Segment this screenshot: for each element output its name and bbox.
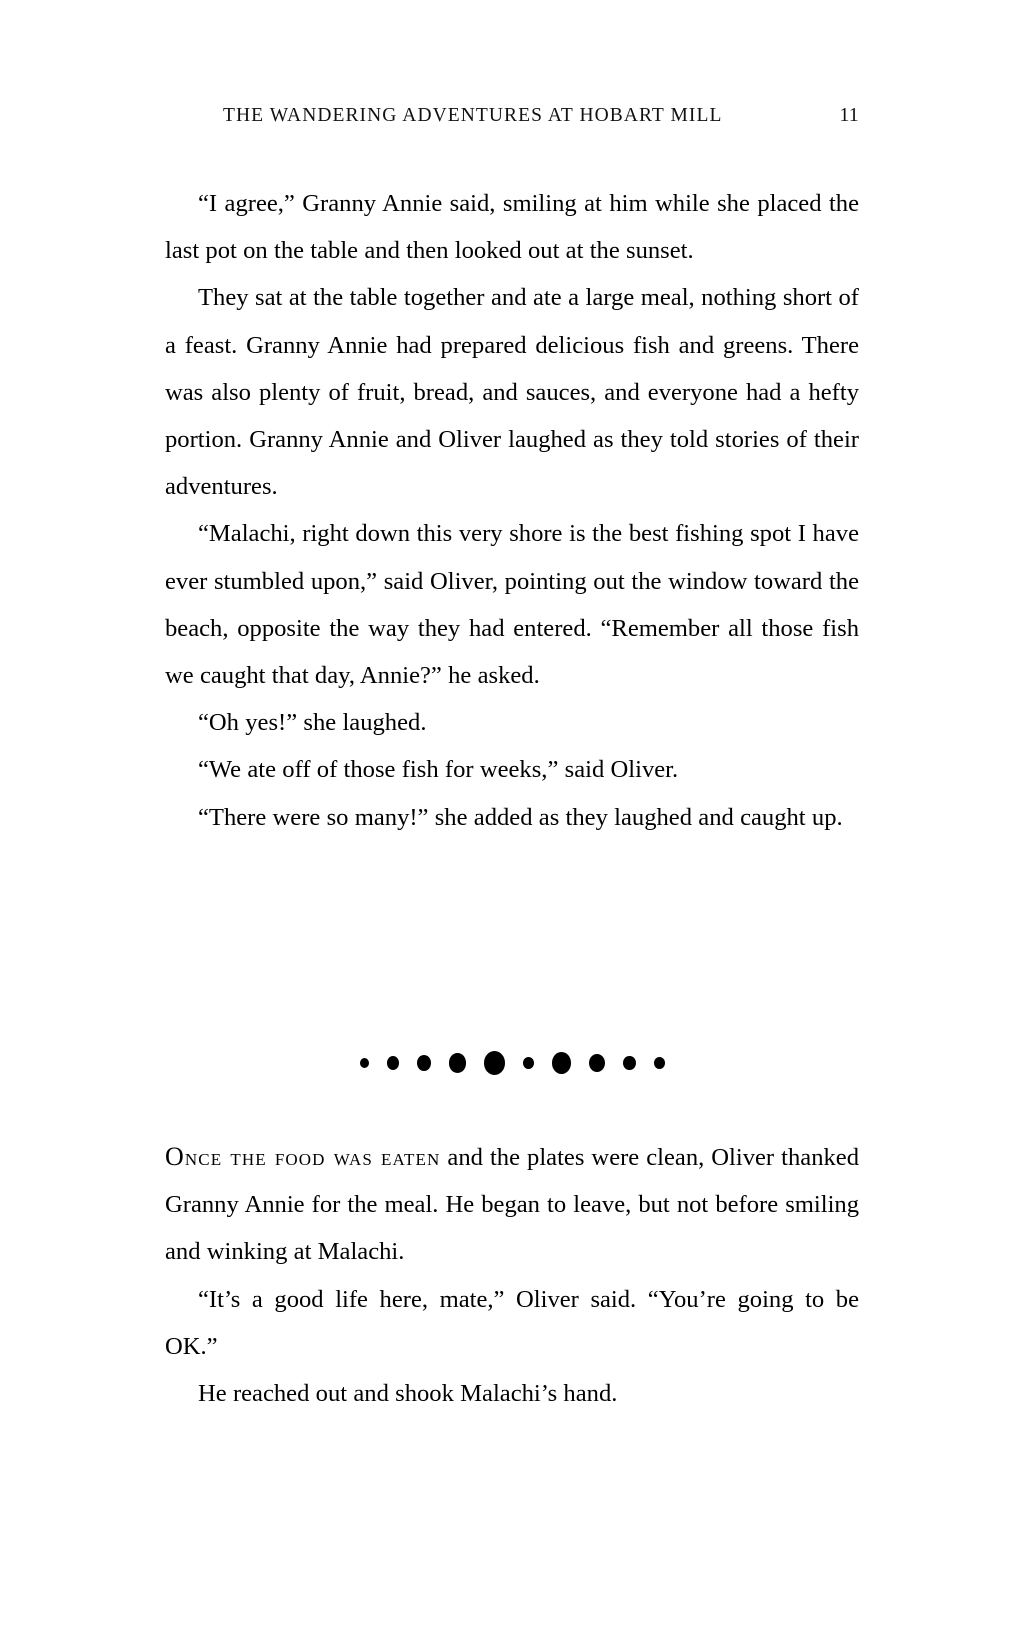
running-head-title: THE WANDERING ADVENTURES AT HOBART MILL	[223, 105, 723, 126]
ornament-dot	[552, 1052, 571, 1073]
main-text-block-lower	[165, 1133, 859, 1417]
paragraph: “We ate off of those fish for weeks,” said Oliver.	[198, 756, 679, 784]
ornament-dot	[360, 1058, 369, 1068]
paragraph: “It’s a good life here, mate,” Oliver said. “You’re going to be OK.”	[165, 1285, 859, 1360]
paragraph: He reached out and shook Malachi’s hand.	[198, 1380, 618, 1408]
section-divider-ornament	[0, 1040, 1024, 1086]
running-head	[165, 104, 859, 136]
paragraph: They sat at the table together and ate a large meal, nothing short of a feast. Granny Annie had prepared delicious fish and greens. There was also plenty of fruit, bread, and sauces, and everyone had a hefty portion. Granny Annie and Oliver laughed as they told stories of their adventures.	[165, 284, 859, 501]
main-text-block-upper	[165, 180, 859, 841]
paragraph: “Oh yes!” she laughed.	[198, 709, 427, 737]
paragraph: “Malachi, right down this very shore is the best fishing spot I have ever stumbled upon,” said Oliver, pointing out the window toward the beach, opposite the way they had entered. “Remember all those fish we caught that day, Annie?” he asked.	[165, 520, 859, 690]
opening-rest-text: and the plates were clean, Oliver thanked Granny Annie for the meal. He began to leave, but not before smiling and winking at Malachi.	[165, 1144, 859, 1266]
ornament-dot	[387, 1056, 399, 1069]
ornament-dot	[523, 1057, 534, 1069]
ornament-dot	[417, 1055, 431, 1071]
small-caps-opening	[165, 1144, 440, 1171]
ornament-dot	[449, 1053, 466, 1072]
ornament-dot	[484, 1051, 505, 1075]
ornament-dot	[654, 1057, 665, 1069]
ornament-dot	[623, 1056, 636, 1071]
page-number: 11	[839, 104, 859, 126]
ornament-dot	[589, 1054, 605, 1072]
paragraph: “There were so many!” she added as they laughed and caught up.	[198, 803, 843, 831]
opening-smallcaps-text: nce the food was eaten	[184, 1144, 441, 1171]
opening-initial-letter: O	[165, 1142, 185, 1171]
paragraph: “I agree,” Granny Annie said, smiling at him while she placed the last pot on the table and then looked out at the sunset.	[165, 190, 859, 265]
section-opening-paragraph	[165, 1133, 859, 1276]
